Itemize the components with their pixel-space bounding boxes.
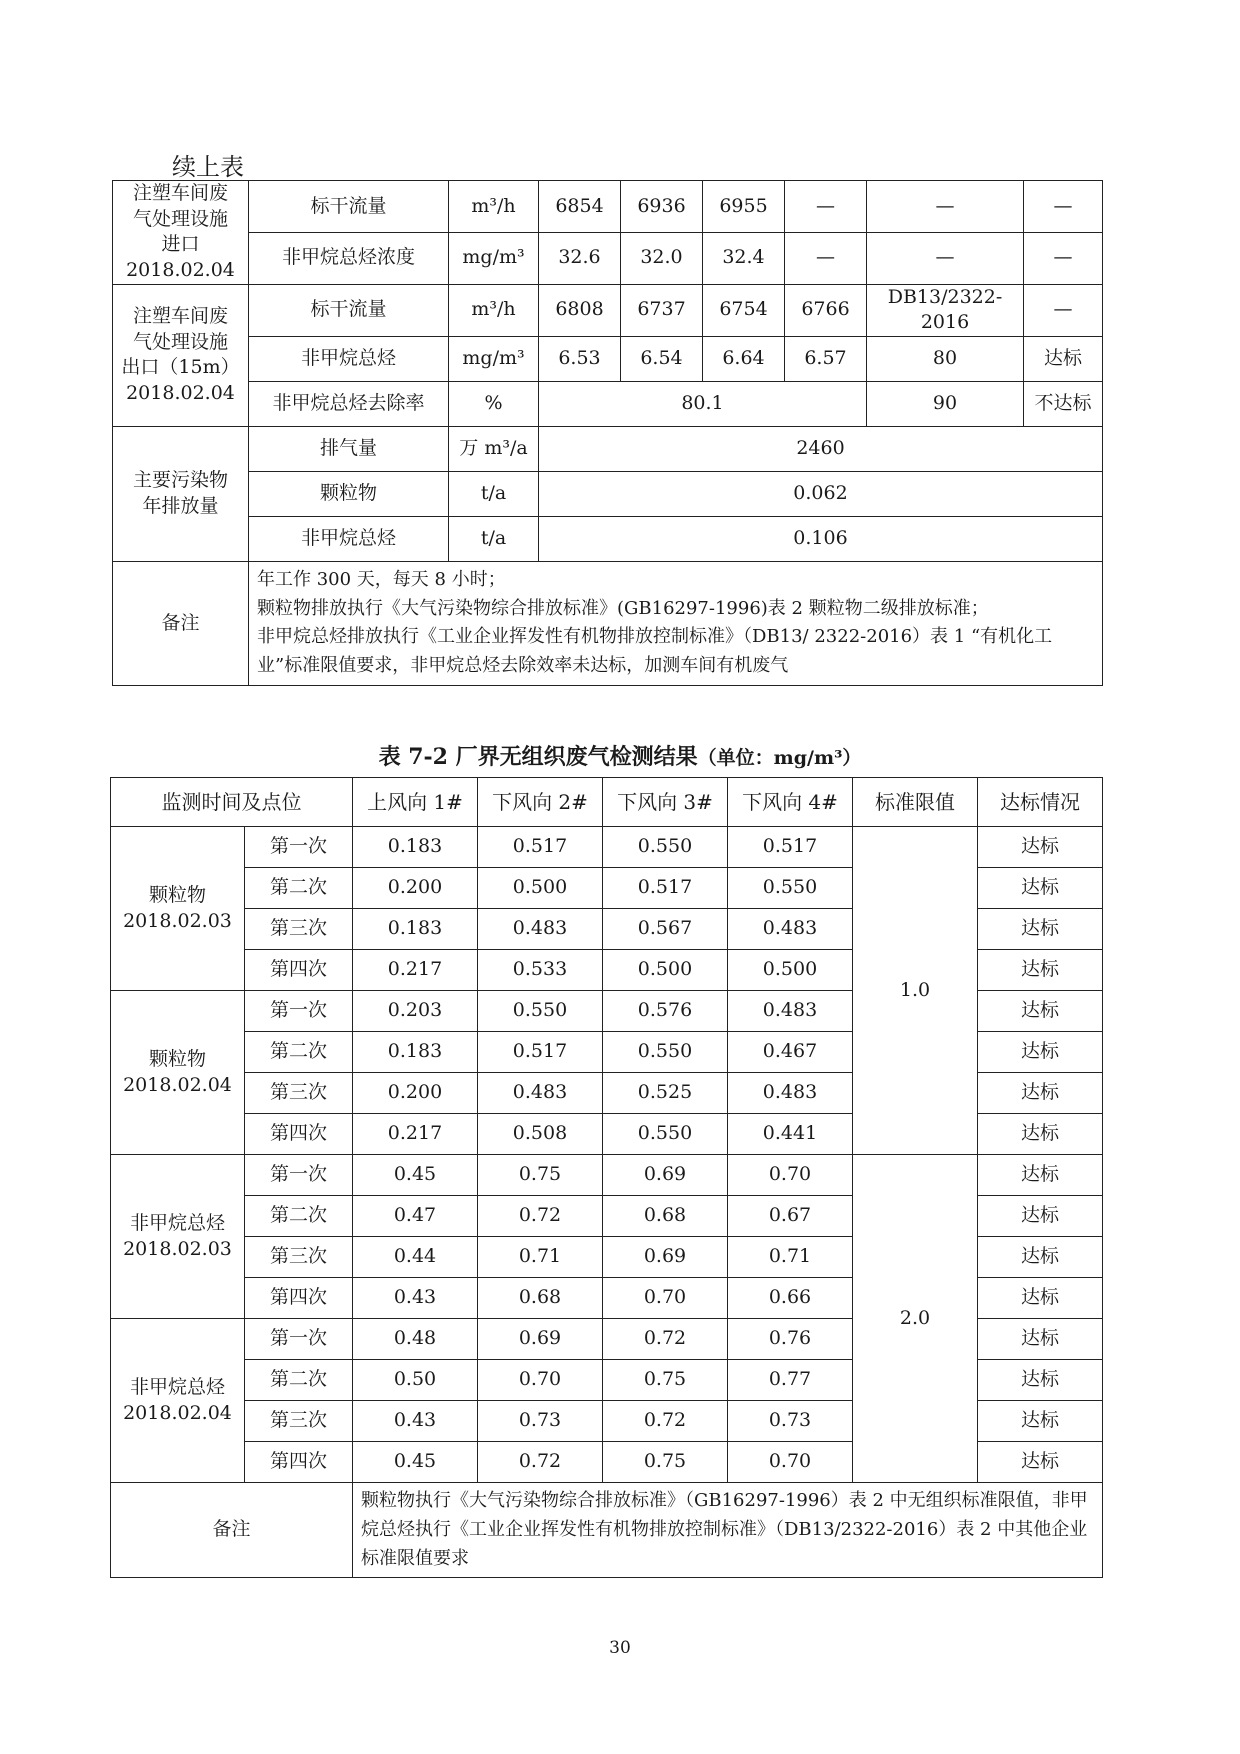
value-cell: 0.183 [353, 909, 478, 950]
value-cell: 0.525 [603, 1073, 728, 1114]
result-cell: 达标 [978, 1114, 1103, 1155]
note-text: 年工作 300 天，每天 8 小时； 颗粒物排放执行《大气污染物综合排放标准》(GB16297-1996)表 2 颗粒物二级排放标准； 非甲烷总烃排放执行《工业企业挥发性有机物排放控制标准》（DB13/ 2322-2016）表 1 “有机化工业”标准限值要求，非甲烷总烃去除效率未达标，加测车间有机废气 [249, 561, 1103, 685]
item-cell: 排气量 [249, 426, 449, 471]
value-cell: 0.567 [603, 909, 728, 950]
annual-emission-label: 主要污染物 年排放量 [113, 426, 249, 561]
round-cell: 第一次 [245, 827, 353, 868]
result-cell: 达标 [978, 1032, 1103, 1073]
value-cell: 0.45 [353, 1442, 478, 1483]
note-label: 备注 [111, 1483, 353, 1578]
result-cell: 达标 [978, 1442, 1103, 1483]
value-cell: 0.71 [478, 1237, 603, 1278]
group-label: 颗粒物 2018.02.03 [111, 827, 245, 991]
value-cell: 0.441 [728, 1114, 853, 1155]
unit-cell: mg/m³ [449, 232, 539, 284]
value-cell: 0.47 [353, 1196, 478, 1237]
standard-cell: 90 [867, 381, 1024, 426]
round-cell: 第二次 [245, 1032, 353, 1073]
group-label: 非甲烷总烃 2018.02.04 [111, 1319, 245, 1483]
round-cell: 第一次 [245, 1155, 353, 1196]
value-cell: — [785, 232, 867, 284]
value-cell: 0.69 [603, 1237, 728, 1278]
value-cell: 0.483 [728, 991, 853, 1032]
note-row [113, 561, 1103, 685]
value-cell: 0.70 [603, 1278, 728, 1319]
value-cell: 6936 [621, 181, 703, 233]
value-cell: 0.72 [603, 1319, 728, 1360]
result-cell: 达标 [1024, 336, 1103, 381]
unit-cell: mg/m³ [449, 336, 539, 381]
round-cell: 第三次 [245, 1237, 353, 1278]
value-cell: 0.48 [353, 1319, 478, 1360]
value-cell: 0.71 [728, 1237, 853, 1278]
group-label: 颗粒物 2018.02.04 [111, 991, 245, 1155]
result-cell: — [1024, 181, 1103, 233]
value-cell: 0.467 [728, 1032, 853, 1073]
result-cell: 达标 [978, 950, 1103, 991]
item-cell: 非甲烷总烃 [249, 336, 449, 381]
value-cell: 0.517 [478, 1032, 603, 1073]
round-cell: 第四次 [245, 1114, 353, 1155]
value-cell: 0.73 [728, 1401, 853, 1442]
standard-cell: — [867, 232, 1024, 284]
location-cell: 注塑车间废 气处理设施 进口 2018.02.04 [113, 181, 249, 285]
column-header: 达标情况 [978, 778, 1103, 827]
value-cell: 6.53 [539, 336, 621, 381]
item-cell: 标干流量 [249, 284, 449, 336]
value-cell: — [785, 181, 867, 233]
result-cell: 达标 [978, 1196, 1103, 1237]
caption-unit: （单位：mg/m³） [697, 747, 862, 769]
result-cell: 达标 [978, 1073, 1103, 1114]
value-cell: 6955 [703, 181, 785, 233]
value-cell: 0.72 [603, 1401, 728, 1442]
location-cell: 注塑车间废 气处理设施 出口（15m） 2018.02.04 [113, 284, 249, 426]
value-cell: 0.483 [478, 909, 603, 950]
continued-table-title: 续上表 [172, 153, 244, 181]
value-cell: 0.533 [478, 950, 603, 991]
result-cell: 达标 [978, 1401, 1103, 1442]
value-cell: 0.66 [728, 1278, 853, 1319]
value-cell: 0.517 [728, 827, 853, 868]
value-cell: 0.75 [478, 1155, 603, 1196]
result-cell: — [1024, 284, 1103, 336]
value-cell: 0.69 [603, 1155, 728, 1196]
value-cell: 6854 [539, 181, 621, 233]
unit-cell: % [449, 381, 539, 426]
round-cell: 第一次 [245, 991, 353, 1032]
standard-cell: — [867, 181, 1024, 233]
value-cell: 6766 [785, 284, 867, 336]
value-cell: 0.550 [603, 1114, 728, 1155]
value-cell: 0.68 [603, 1196, 728, 1237]
column-header: 上风向 1# [353, 778, 478, 827]
value-cell: 0.550 [603, 1032, 728, 1073]
value-cell: 0.217 [353, 950, 478, 991]
round-cell: 第一次 [245, 1319, 353, 1360]
result-cell: 达标 [978, 909, 1103, 950]
column-header: 监测时间及点位 [111, 778, 353, 827]
value-cell: 0.576 [603, 991, 728, 1032]
standard-cell: DB13/2322-2016 [867, 284, 1024, 336]
result-cell: 不达标 [1024, 381, 1103, 426]
value-cell: 6.54 [621, 336, 703, 381]
unit-cell: 万 m³/a [449, 426, 539, 471]
table-row [113, 284, 1103, 336]
standard-cell: 80 [867, 336, 1024, 381]
table-row [111, 1155, 1103, 1196]
value-cell: 0.70 [728, 1442, 853, 1483]
value-cell: 0.203 [353, 991, 478, 1032]
result-cell: 达标 [978, 1237, 1103, 1278]
result-cell: — [1024, 232, 1103, 284]
value-cell: 0.50 [353, 1360, 478, 1401]
value-cell: 0.500 [603, 950, 728, 991]
caption-title: 表 7-2 厂界无组织废气检测结果 [378, 744, 698, 770]
value-cell: 0.183 [353, 1032, 478, 1073]
value-cell: 0.70 [728, 1155, 853, 1196]
value-cell: 0.44 [353, 1237, 478, 1278]
value-cell: 0.73 [478, 1401, 603, 1442]
value-cell: 0.550 [603, 827, 728, 868]
value-cell: 32.4 [703, 232, 785, 284]
round-cell: 第四次 [245, 1278, 353, 1319]
value-cell: 0.77 [728, 1360, 853, 1401]
round-cell: 第三次 [245, 909, 353, 950]
unit-cell: t/a [449, 471, 539, 516]
value-cell: 32.6 [539, 232, 621, 284]
round-cell: 第四次 [245, 950, 353, 991]
item-cell: 标干流量 [249, 181, 449, 233]
unit-cell: m³/h [449, 181, 539, 233]
unit-cell: m³/h [449, 284, 539, 336]
value-cell: 6808 [539, 284, 621, 336]
value-cell: 0.483 [728, 909, 853, 950]
result-cell: 达标 [978, 1278, 1103, 1319]
limit-cell: 1.0 [853, 827, 978, 1155]
value-cell: 0.75 [603, 1360, 728, 1401]
item-cell: 非甲烷总烃去除率 [249, 381, 449, 426]
page-number: 30 [609, 1638, 631, 1658]
annual-value-cell: 0.062 [539, 471, 1103, 516]
value-cell: 0.67 [728, 1196, 853, 1237]
item-cell: 非甲烷总烃 [249, 516, 449, 561]
value-cell: 0.75 [603, 1442, 728, 1483]
table-7-2-caption [0, 740, 1240, 771]
value-cell: 0.72 [478, 1196, 603, 1237]
value-cell: 0.183 [353, 827, 478, 868]
fugitive-emission-table [110, 777, 1103, 1578]
table-row [113, 426, 1103, 471]
result-cell: 达标 [978, 868, 1103, 909]
value-cell: 0.217 [353, 1114, 478, 1155]
item-cell: 非甲烷总烃浓度 [249, 232, 449, 284]
table-row [113, 381, 1103, 426]
note-row [111, 1483, 1103, 1578]
result-cell: 达标 [978, 1360, 1103, 1401]
group-label: 非甲烷总烃 2018.02.03 [111, 1155, 245, 1319]
result-cell: 达标 [978, 991, 1103, 1032]
round-cell: 第二次 [245, 868, 353, 909]
round-cell: 第四次 [245, 1442, 353, 1483]
outlet-monitoring-table [112, 180, 1103, 686]
value-cell: 6.64 [703, 336, 785, 381]
result-cell: 达标 [978, 1155, 1103, 1196]
value-cell: 6754 [703, 284, 785, 336]
value-cell: 0.68 [478, 1278, 603, 1319]
item-cell: 颗粒物 [249, 471, 449, 516]
table-row [113, 516, 1103, 561]
value-cell: 6737 [621, 284, 703, 336]
table-row [111, 827, 1103, 868]
note-label: 备注 [113, 561, 249, 685]
round-cell: 第三次 [245, 1073, 353, 1114]
round-cell: 第二次 [245, 1360, 353, 1401]
value-cell: 0.43 [353, 1401, 478, 1442]
value-cell: 0.70 [478, 1360, 603, 1401]
value-cell: 0.550 [478, 991, 603, 1032]
column-header: 下风向 3# [603, 778, 728, 827]
limit-cell: 2.0 [853, 1155, 978, 1483]
value-cell: 0.72 [478, 1442, 603, 1483]
value-cell: 0.500 [478, 868, 603, 909]
value-cell: 0.483 [728, 1073, 853, 1114]
table-row [113, 232, 1103, 284]
result-cell: 达标 [978, 827, 1103, 868]
value-cell: 0.69 [478, 1319, 603, 1360]
column-header: 下风向 4# [728, 778, 853, 827]
value-cell: 0.45 [353, 1155, 478, 1196]
column-header: 下风向 2# [478, 778, 603, 827]
table-row [113, 471, 1103, 516]
value-cell: 0.200 [353, 868, 478, 909]
note-text: 颗粒物执行《大气污染物综合排放标准》（GB16297-1996）表 2 中无组织标准限值，非甲烷总烃执行《工业企业挥发性有机物排放控制标准》（DB13/2322-2016）表 2 中其他企业标准限值要求 [353, 1483, 1103, 1578]
value-cell: 0.43 [353, 1278, 478, 1319]
value-cell: 0.517 [478, 827, 603, 868]
column-header: 标准限值 [853, 778, 978, 827]
annual-value-cell: 0.106 [539, 516, 1103, 561]
value-cell: 0.200 [353, 1073, 478, 1114]
unit-cell: t/a [449, 516, 539, 561]
value-cell: 0.517 [603, 868, 728, 909]
value-cell: 0.500 [728, 950, 853, 991]
round-cell: 第二次 [245, 1196, 353, 1237]
value-cell: 32.0 [621, 232, 703, 284]
value-cell: 0.483 [478, 1073, 603, 1114]
value-cell: 6.57 [785, 336, 867, 381]
value-cell: 0.76 [728, 1319, 853, 1360]
result-cell: 达标 [978, 1319, 1103, 1360]
value-cell: 0.508 [478, 1114, 603, 1155]
round-cell: 第三次 [245, 1401, 353, 1442]
table-row [113, 336, 1103, 381]
table-row [113, 181, 1103, 233]
merged-value-cell: 80.1 [539, 381, 867, 426]
annual-value-cell: 2460 [539, 426, 1103, 471]
value-cell: 0.550 [728, 868, 853, 909]
